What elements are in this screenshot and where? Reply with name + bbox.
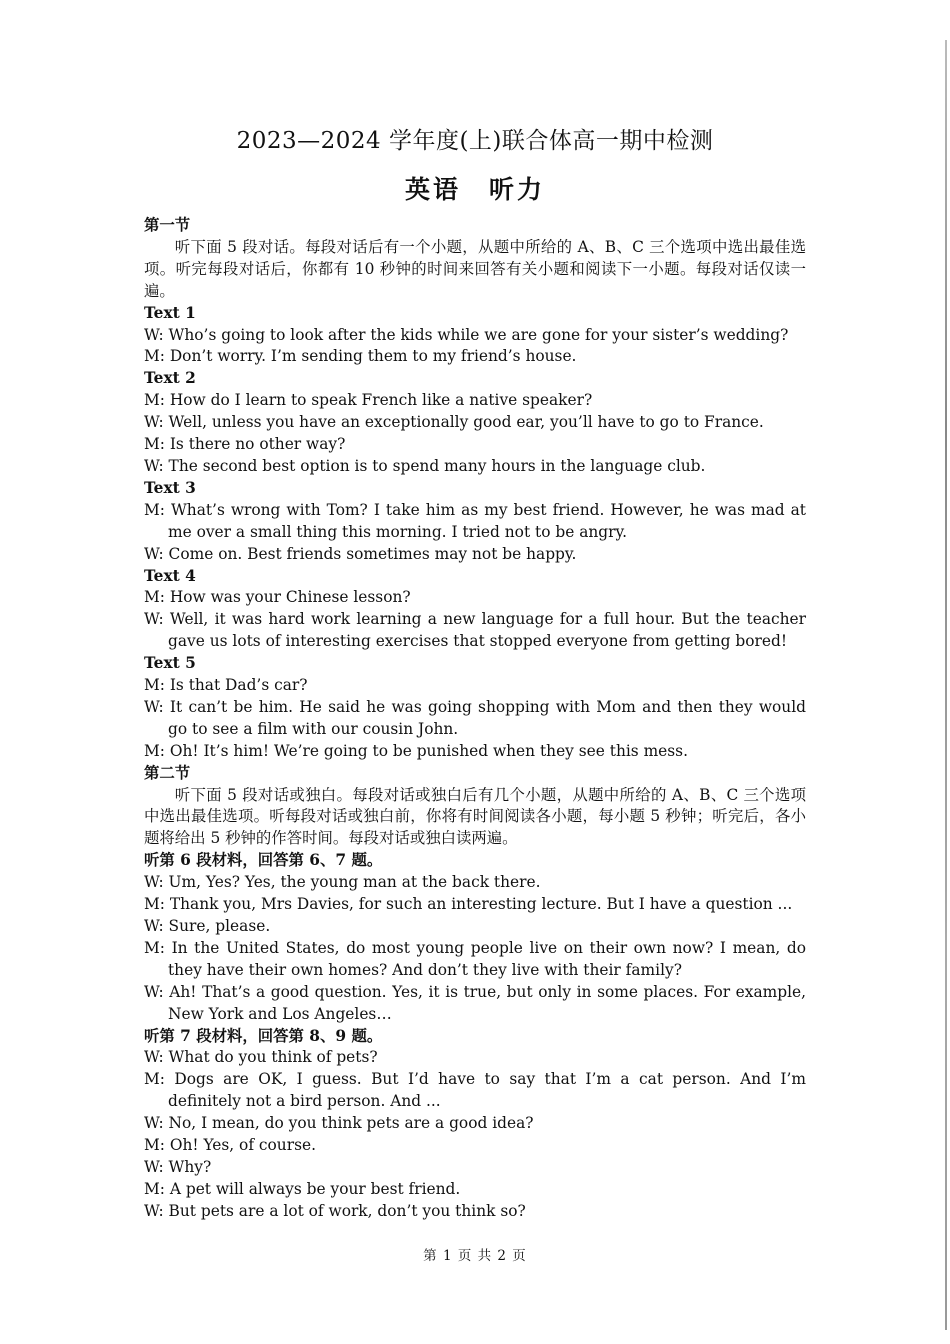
section-heading: Text 2 [144, 369, 196, 388]
dialogue-line: M: A pet will always be your best friend. [144, 1179, 461, 1198]
scan-edge-shadow [945, 40, 947, 1330]
dialogue-line: M: Dogs are OK, I guess. But I’d have to say that I’m a cat person. And I’m definitely not a bird person. And ... [144, 1070, 806, 1111]
dialogue-line: M: What’s wrong with Tom? I take him as my best friend. However, he was mad at me over a small thing this morning. I tried not to be angry. [144, 500, 806, 541]
dialogue-line: W: It can’t be him. He said he was going shopping with Mom and then they would go to see a film with our cousin John. [144, 697, 806, 738]
dialogue-line: W: Come on. Best friends sometimes may not be happy. [144, 544, 577, 563]
page-title: 2023—2024 学年度(上)联合体高一期中检测 [236, 128, 714, 154]
instruction-paragraph: 听下面 5 段对话。每段对话后有一个小题，从题中所给的 A、B、C 三个选项中选出最佳选项。听完每段对话后，你都有 10 秒钟的时间来回答有关小题和阅读下一小题。每段对话仅读一遍。 [144, 237, 806, 300]
dialogue-line: W: Who’s going to look after the kids while we are gone for your sister’s wedding? [144, 325, 789, 344]
dialogue-line: M: Don’t worry. I’m sending them to my friend’s house. [144, 347, 577, 366]
dialogue-line: W: The second best option is to spend many hours in the language club. [144, 456, 706, 475]
dialogue-line: M: How was your Chinese lesson? [144, 588, 411, 607]
dialogue-line: W: Ah! That’s a good question. Yes, it is true, but only in some places. For example, New York and Los Angeles… [144, 982, 806, 1023]
page-subtitle: 英语 听力 [404, 175, 545, 204]
instruction-paragraph: 听下面 5 段对话或独白。每段对话或独白后有几个小题，从题中所给的 A、B、C 三个选项中选出最佳选项。听每段对话或独白前，你将有时间阅读各小题，每小题 5 秒钟；听完后，各小题将给出 5 秒钟的作答时间。每段对话或独白读两遍。 [144, 785, 806, 848]
dialogue-line: M: Oh! It’s him! We’re going to be punished when they see this mess. [144, 741, 688, 760]
dialogue-line: W: What do you think of pets? [144, 1048, 378, 1067]
section-heading: 听第 7 段材料，回答第 8、9 题。 [144, 1026, 383, 1045]
section-heading: 第一节 [144, 216, 191, 234]
dialogue-line: W: But pets are a lot of work, don’t you think so? [144, 1201, 526, 1220]
dialogue-line: M: Is that Dad’s car? [144, 676, 308, 695]
section-heading: Text 5 [144, 654, 196, 673]
dialogue-line: W: Why? [144, 1157, 212, 1176]
dialogue-line: M: Thank you, Mrs Davies, for such an interesting lecture. But I have a question ... [144, 895, 793, 914]
section-heading: Text 3 [144, 478, 196, 497]
dialogue-line: W: Well, unless you have an exceptionally good ear, you’ll have to go to France. [144, 413, 764, 432]
section-heading: Text 1 [144, 303, 196, 322]
dialogue-line: W: Well, it was hard work learning a new language for a full hour. But the teacher gave us lots of interesting exercises that stopped everyone from getting bored! [144, 610, 806, 651]
section-heading: Text 4 [144, 566, 196, 585]
dialogue-line: W: Sure, please. [144, 917, 271, 935]
dialogue-line: M: How do I learn to speak French like a native speaker? [144, 391, 593, 410]
section-heading: 第二节 [144, 763, 191, 782]
transcript-body [144, 215, 806, 1223]
dialogue-line: M: In the United States, do most young people live on their own now? I mean, do they have their own homes? And don’t they live with their family? [144, 938, 806, 979]
section-heading: 听第 6 段材料，回答第 6、7 题。 [144, 851, 383, 870]
dialogue-line: W: Um, Yes? Yes, the young man at the back there. [144, 873, 541, 892]
dialogue-line: M: Is there no other way? [144, 435, 346, 454]
dialogue-line: W: No, I mean, do you think pets are a good idea? [144, 1114, 534, 1133]
dialogue-line: M: Oh! Yes, of course. [144, 1136, 316, 1155]
page-footer: 第 1 页 共 2 页 [423, 1248, 527, 1264]
